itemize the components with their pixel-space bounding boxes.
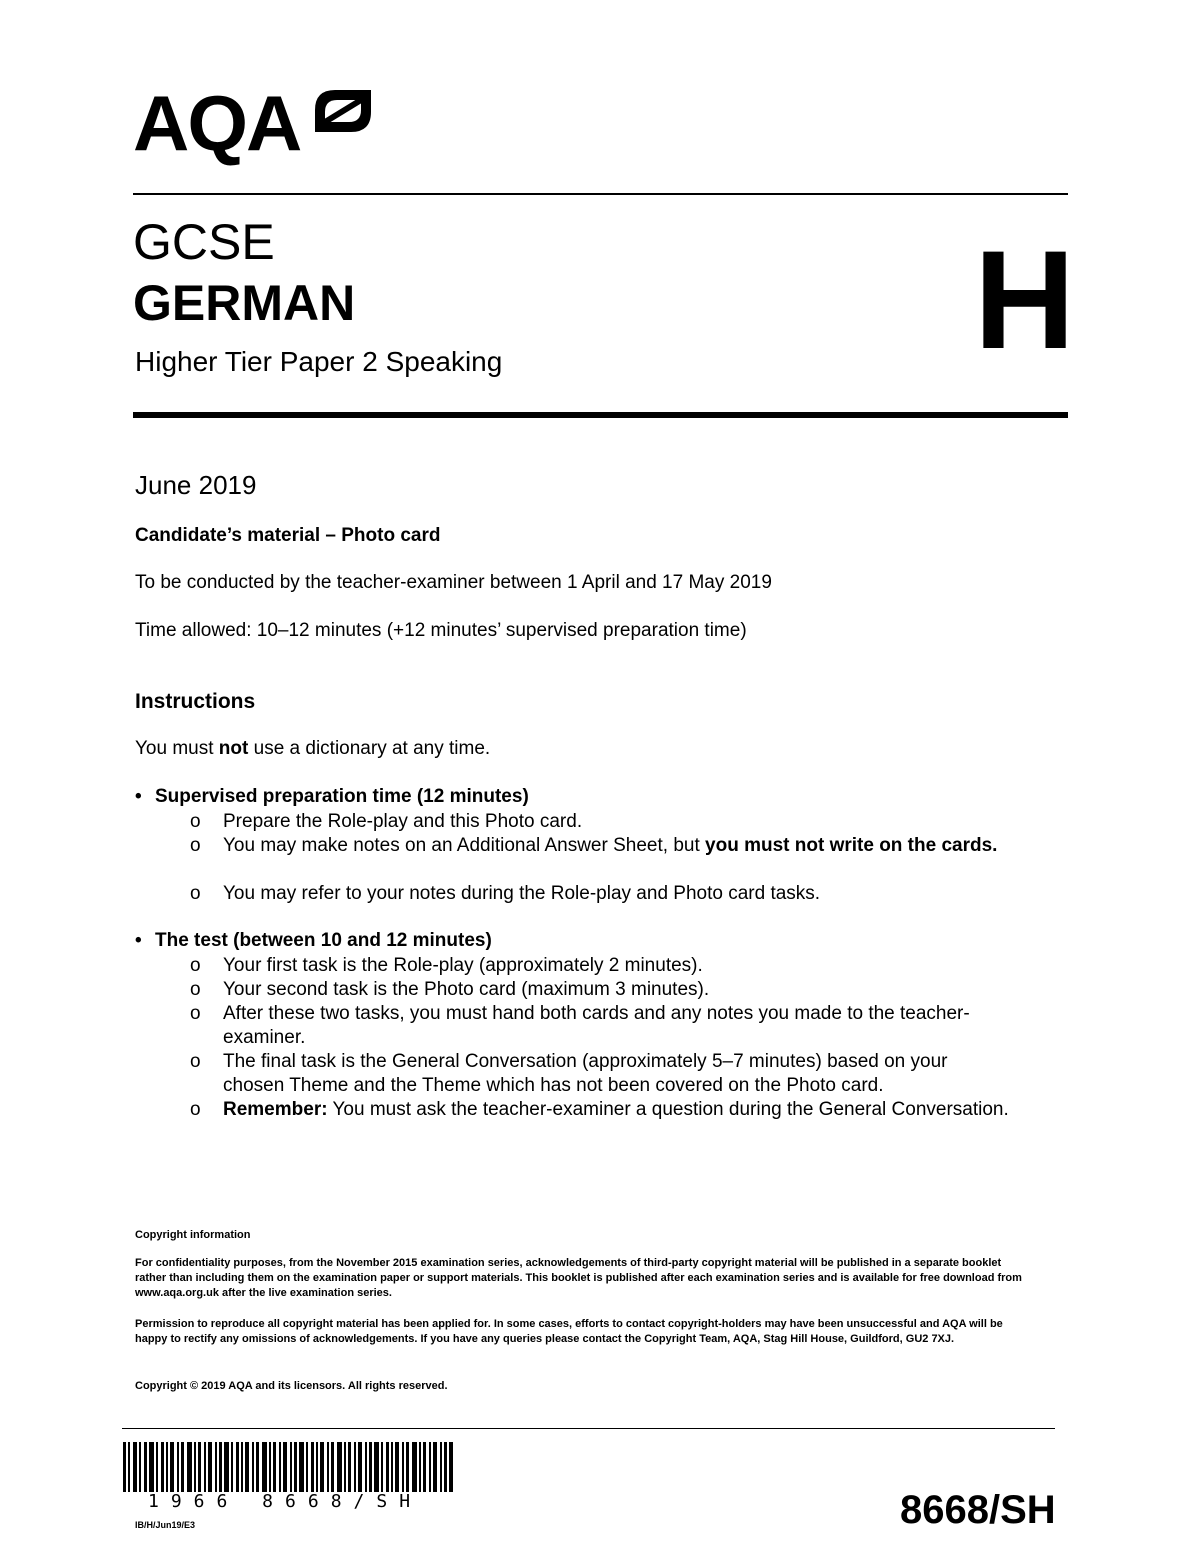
header-divider (133, 193, 1068, 195)
barcode-number: 1966 8668/SH (148, 1491, 423, 1512)
copyright-paragraph: For confidentiality purposes, from the November 2015 examination series, acknowledgements of third-party copyright material will be published in a separate booklet rather than including them on the examination paper or support materials. This booklet is published after each examination series and is available for free download from www.aqa.org.uk after the live examination series. (135, 1257, 1022, 1299)
list-item: o You may refer to your notes during the Role-play and Photo card tasks. (190, 883, 821, 904)
subject-title: GERMAN (133, 275, 356, 331)
copyright-paragraph: Permission to reproduce all copyright material has been applied for. In some cases, efforts to contact copyright-holders may have been unsuccessful and AQA will be happy to rectify any omissions of acknowledgements. If you have any queries please contact the Copyright Team, AQA, Stag Hill House, Guildford, GU2 7XJ. (135, 1318, 1003, 1345)
tier-letter: H (974, 221, 1076, 378)
footer-divider (122, 1428, 1055, 1429)
list-item: o Your first task is the Role-play (approximately 2 minutes). (190, 955, 703, 976)
material-type: Candidate’s material – Photo card (135, 525, 441, 546)
copyright-notice: Copyright © 2019 AQA and its licensors. All rights reserved. (135, 1380, 448, 1392)
paper-code: 8668/SH (900, 1488, 1056, 1532)
document-reference: IB/H/Jun19/E3 (135, 1520, 196, 1530)
instructions-heading: Instructions (135, 690, 256, 713)
leaf-icon (301, 82, 381, 142)
list-item: o You may make notes on an Additional Answer Sheet, but you must not write on the cards. (190, 835, 998, 856)
list-item: o Remember: You must ask the teacher-examiner a question during the General Conversation. (190, 1099, 1009, 1120)
qualification-title: GCSE (133, 214, 275, 270)
aqa-logo (133, 78, 383, 168)
exam-date: June 2019 (135, 470, 257, 500)
barcode (123, 1442, 453, 1492)
logo-text: AQA (133, 79, 301, 167)
dictionary-instruction: You must not use a dictionary at any time. (135, 738, 491, 759)
conducted-dates: To be conducted by the teacher-examiner between 1 April and 17 May 2019 (135, 572, 772, 593)
copyright-heading: Copyright information (135, 1229, 251, 1241)
time-allowed: Time allowed: 10–12 minutes (+12 minutes’ supervised preparation time) (135, 620, 747, 641)
test-bullet: • The test (between 10 and 12 minutes) (135, 930, 492, 951)
list-item: o Prepare the Role-play and this Photo card. (190, 811, 583, 832)
list-item: o Your second task is the Photo card (maximum 3 minutes). (190, 979, 710, 1000)
list-item: o The final task is the General Conversation (approximately 5–7 minutes) based on your chosen Theme and the Theme which has not been covered on the Photo card. (190, 1051, 948, 1096)
preparation-bullet: • Supervised preparation time (12 minutes) (135, 786, 529, 807)
header-thick-divider (133, 412, 1068, 418)
paper-subtitle: Higher Tier Paper 2 Speaking (135, 346, 503, 377)
list-item: o After these two tasks, you must hand both cards and any notes you made to the teacher-examiner. (190, 1003, 970, 1048)
